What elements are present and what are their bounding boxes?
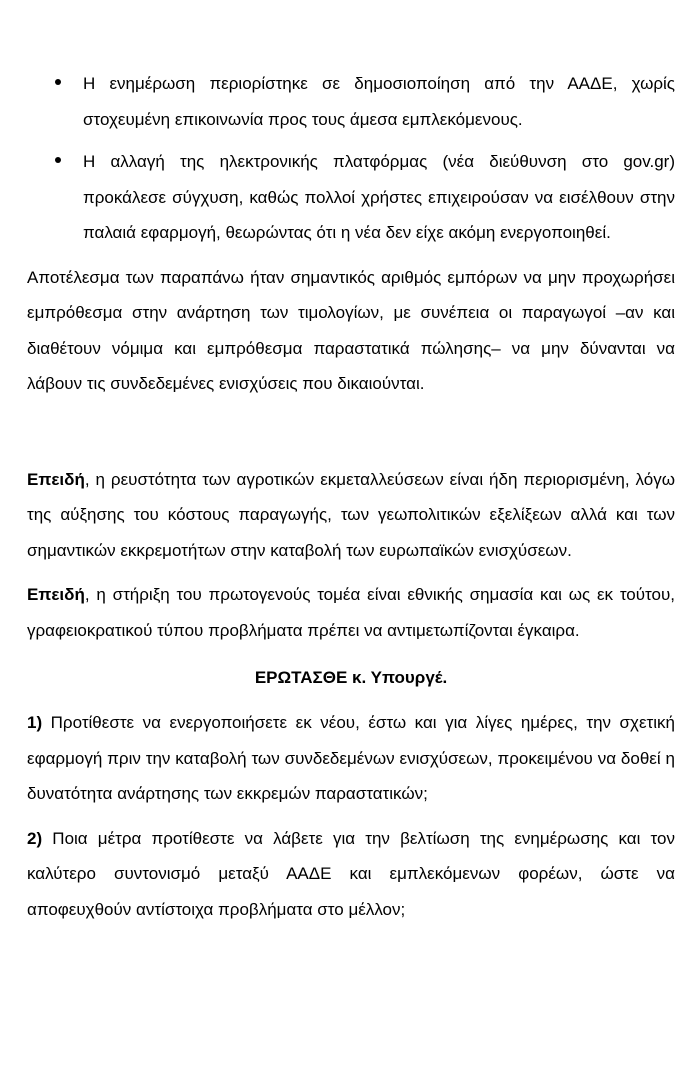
bullet-icon bbox=[55, 157, 61, 163]
epeidi-lead: Επειδή bbox=[27, 469, 85, 489]
bullet-icon bbox=[55, 79, 61, 85]
question-text: Προτίθεστε να ενεργοποιήσετε εκ νέου, έστω και για λίγες ημέρες, την σχετική εφαρμογή πριν την καταβολή των συνδεδεμένων ενισχύσεων, προκειμένου να δοθεί η δυνατότητα ανάρτησης των εκκρεμών παραστατικών; bbox=[27, 713, 675, 803]
epeidi-text: , η στήριξη του πρωτογενούς τομέα είναι εθνικής σημασία και ως εκ τούτου, γραφειοκρατικού τύπου προβλήματα πρέπει να αντιμετωπίζονται έγκαιρα. bbox=[27, 585, 675, 640]
question-number: 2) bbox=[27, 828, 43, 848]
epeidi-lead: Επειδή bbox=[27, 585, 85, 604]
question-number: 1) bbox=[27, 713, 43, 732]
question-text: Ποια μέτρα προτίθεστε να λάβετε για την βελτίωση της ενημέρωσης και τον καλύτερο συντονισμό μεταξύ ΑΑΔΕ και εμπλεκόμενων φορέων, ώστε να αποφευχθούν αντίστοιχα προβλήματα στο μέλλον; bbox=[27, 828, 675, 919]
bullet-text: Η αλλαγή της ηλεκτρονικής πλατφόρμας (νέα διεύθυνση στο gov.gr) προκάλεσε σύγχυση, καθώς πολλοί χρήστες επιχειρούσαν να εισέλθουν στην παλαιά εφαρμογή, θεωρώντας ότι η νέα δεν είχε ακόμη ενεργοποιηθεί. bbox=[83, 152, 675, 242]
question-2 bbox=[27, 821, 675, 928]
list-item bbox=[27, 144, 675, 251]
question-heading: ΕΡΩΤΑΣΘΕ κ. Υπουργέ. bbox=[254, 668, 448, 687]
list-item bbox=[27, 66, 675, 137]
bullet-text: Η ενημέρωση περιορίστηκε σε δημοσιοποίηση από την ΑΑΔΕ, χωρίς στοχευμένη επικοινωνία προς τους άμεσα εμπλεκόμενους. bbox=[83, 74, 675, 129]
epeidi-text: , η ρευστότητα των αγροτικών εκμεταλλεύσεων είναι ήδη περιορισμένη, λόγω της αύξησης του κόστους παραγωγής, των γεωπολιτικών εξελίξεων αλλά και των σημαντικών εκκρεμοτήτων στην καταβολή των ευρωπαϊκών ενισχύσεων. bbox=[27, 469, 675, 560]
result-paragraph: Αποτέλεσμα των παραπάνω ήταν σημαντικός αριθμός εμπόρων να μην προχωρήσει εμπρόθεσμα στην ανάρτηση των τιμολογίων, με συνέπεια οι παραγωγοί –αν και διαθέτουν νόμιμα και εμπρόθεσμα παραστατικά πώλησης– να μην δύνανται να λάβουν τις συνδεδεμένες ενισχύσεις που δικαιούνται. bbox=[27, 267, 675, 393]
bullet-list bbox=[27, 66, 675, 251]
epeidi-paragraph-1 bbox=[27, 462, 675, 569]
question-1 bbox=[27, 705, 675, 812]
epeidi-paragraph-2 bbox=[27, 577, 675, 648]
